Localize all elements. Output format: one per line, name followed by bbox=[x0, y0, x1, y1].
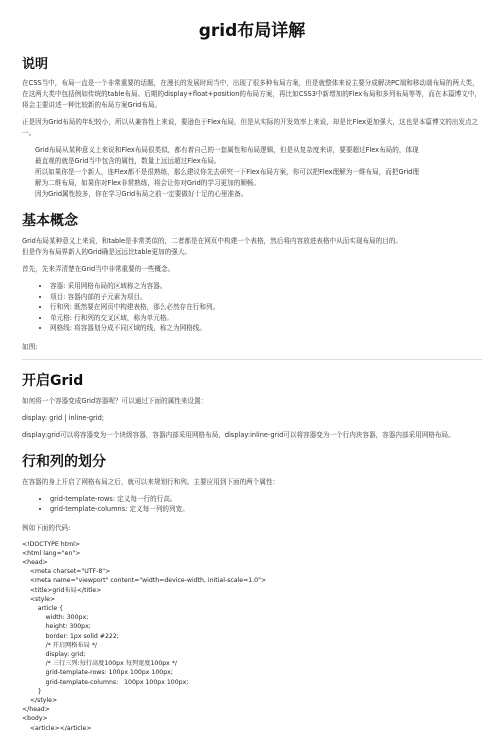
rows-cols-list bbox=[22, 494, 482, 515]
code-line: display: grid; bbox=[22, 650, 86, 658]
page-title: grid布局详解 bbox=[198, 21, 306, 41]
enable-paragraph-3: display:grid可以将容器变为一个块级容器，容器内部采用网格布局，display:inline-grid可以将容器变为一个行内块容器，容器内部采用网格布局。 bbox=[22, 430, 455, 439]
code-line: /* 三行三列:每行高度100px 每列宽度100px */ bbox=[22, 660, 177, 668]
intro-quote-line: 最直观的就是Grid当中包含的属性，数量上远远超过Flex布局。 bbox=[35, 157, 221, 165]
list-item: • grid-template-columns: 定义每一列的列宽。 bbox=[50, 504, 482, 515]
concepts-paragraph-1: Grid布局某种意义上来说，和table是非常类似的，二者都是在网页中构建一个表格，然后将内容放进表格中从而实现布局的目的。 bbox=[22, 237, 403, 245]
enable-paragraph-2: display: grid | inline-grid; bbox=[22, 413, 105, 422]
concepts-list bbox=[22, 281, 482, 334]
divider bbox=[22, 359, 482, 360]
section-heading-concepts: 基本概念 bbox=[22, 213, 78, 229]
code-line: <title>grid布局</title> bbox=[22, 586, 102, 594]
intro-paragraph-1: 在CSS当中，布局一直是一个非常重要的话题，在漫长的发展时间当中，出现了很多种布局方案，但是就整体来说主要分成解决PC端和移动端布局的两大类，在这两大类中包括例如传统的table布局、后期的display+float+position的布局方案，再比如CSS3中新增加的Flex布局和多列布局等等，而在本篇博文中，将会主要讲述一种比较新的布局方案Grid布局。 bbox=[22, 79, 482, 109]
intro-quote-line: Grid布局从某种意义上来说和Flex布局很类似，都有着自己的一套属性和布局逻辑，但是从复杂度来讲，要要超过Flex布局的，体现 bbox=[35, 146, 419, 154]
list-item: • 行和列: 既然要在网页中构建表格，那么必然存在行和列。 bbox=[50, 302, 482, 313]
list-item: • 项目: 容器内部的子元素为项目。 bbox=[50, 292, 482, 303]
rows-cols-paragraph-1: 在容器的身上开启了网格布局之后，就可以来规划行和列。主要应用到下面的两个属性： bbox=[22, 477, 280, 486]
list-item: • 网格线: 将容器划分成不同区域的线，称之为网格线。 bbox=[50, 323, 482, 334]
code-line: grid-template-columns: 100px 100px 100px; bbox=[22, 678, 189, 686]
code-line: <article></article> bbox=[22, 724, 92, 732]
list-item: • 容器: 采用网格布局的区域称之为容器。 bbox=[50, 281, 482, 292]
code-line: <!DOCTYPE html> bbox=[22, 540, 81, 548]
section-heading-intro: 说明 bbox=[22, 57, 49, 72]
code-line: article { bbox=[22, 604, 64, 612]
code-line: <html lang="en"> bbox=[22, 549, 81, 557]
rows-cols-paragraph-2: 例如下面的代码: bbox=[22, 523, 71, 532]
code-line: <meta charset="UTF-8"> bbox=[22, 568, 111, 576]
code-line: </style> bbox=[22, 696, 58, 704]
enable-paragraph-1: 如何将一个容器变成Grid容器呢？可以通过下面的属性来设置： bbox=[22, 396, 208, 405]
code-line: grid-template-rows: 100px 100px 100px; bbox=[22, 669, 173, 677]
intro-quote-line: 解为二维布局，如果你对Flex非常熟练，将会让你对Grid的学习更加的顺畅。 bbox=[35, 179, 261, 187]
code-line: </head> bbox=[22, 706, 50, 714]
section-heading-enable: 开启Grid bbox=[22, 372, 84, 389]
concepts-paragraph-2: 但是作为布局界新人的Grid确是远远比table更加的强大。 bbox=[22, 248, 192, 256]
code-line: <head> bbox=[22, 558, 48, 566]
intro-quote-line: 所以如果你是一个新人，连Flex都不是很熟练，那么建议你先去研究一下Flex布局方案，你可以把Flex理解为一维布局，而把Grid理 bbox=[35, 168, 419, 176]
figure-label: 如图: bbox=[22, 342, 38, 351]
concepts-paragraph-3: 首先，先来弄清楚在Grid当中非常重要的一些概念。 bbox=[22, 265, 175, 273]
code-line: height: 300px; bbox=[22, 623, 91, 631]
code-line: /* 开启网格布局 */ bbox=[22, 641, 98, 649]
code-line: } bbox=[22, 687, 42, 695]
intro-quote-line: 因为Grid属性较多，你在学习Grid布局之前一定要做好十足的心里准备。 bbox=[35, 190, 248, 198]
code-line: border: 1px solid #222; bbox=[22, 632, 119, 640]
code-line: <style> bbox=[22, 595, 56, 603]
code-line: width: 300px; bbox=[22, 614, 89, 622]
list-item: • 单元格: 行和列的交叉区域，称为单元格。 bbox=[50, 313, 482, 324]
code-block bbox=[22, 540, 482, 733]
section-heading-rows-cols: 行和列的划分 bbox=[22, 453, 106, 470]
list-item: • grid-template-rows: 定义每一行的行高。 bbox=[50, 494, 482, 505]
intro-quote-block bbox=[22, 145, 482, 200]
code-line: <body> bbox=[22, 715, 48, 723]
code-line: <meta name="viewport" content="width=device-width, initial-scale=1.0"> bbox=[22, 577, 267, 585]
intro-paragraph-2: 正是因为Grid布局的年纪较小，所以从兼容性上来说，要逊色于Flex布局，但是从实际的开发效率上来说，却是比Flex更加强大，这也是本篇博文的出发点之一。 bbox=[22, 118, 479, 137]
